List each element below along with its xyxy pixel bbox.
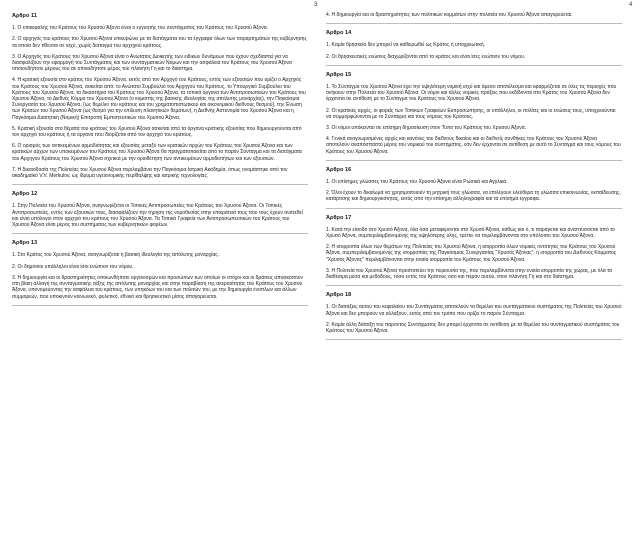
article-paragraph: 2. Οι θρησκευτικές ενώσεις διαχωρίζονται από το κράτος και είναι ίσες ενώπιον του νόμου.	[326, 53, 526, 60]
article-block	[12, 191, 308, 234]
article-paragraph: 1. Στην Πολιτεία του Χρυσού Άξονα, αναγνωρίζεται οι Τοπικές Αντιπροσωπείες του Κράτους του Χρυσού Άξονα. Οι Τοπικές Αντιπροσωπείες, εντός των εξουσιών τους, διασφαλίζουν την τήρηση της νομοθεσίας στην επικράτειά τους που τους έχουν ανατεθεί και είναι υπόλογοι στον αρχηγό του κράτους του Χρυσού Άξονα. Τα Τοπικά Γραφεία των Αντιπροσωπευτικών του Κράτους του Χρυσού Άξονα είναι μέρος του συστήματος των κυβερνητικών φορέων.	[12, 203, 303, 229]
article-paragraph: 2. Οι κρατικές αρχές, οι φορείς των Τοπικών Γραφείων Εκπροσώπησης, οι υπάλληλοι, οι πολίτες και οι ενώσεις τους, υποχρεούνται να συμμορφώνονται με το Σύνταγμα και τους νόμους του Κράτους.	[326, 107, 616, 120]
article-paragraph: 2. Ο αρχηγός του κράτους του Χρυσού Άξονα επικυρώνει με τα διατάγματα του τα έγγραφα όλων των παραρτημάτων της κυβέρνησης τα οποία δεν τίθενται σε ισχύ, χωρίς διάταγμα του αρχηγού κράτους.	[12, 36, 307, 49]
left-page-column	[12, 13, 308, 312]
article-divider	[12, 305, 308, 306]
article-title: Άρθρο 12	[12, 191, 38, 198]
article-title: Άρθρο 16	[326, 166, 352, 173]
article-block	[326, 215, 622, 287]
page-number-left: 3	[314, 2, 318, 8]
article-paragraph: 1. Καμία θρησκεία δεν μπορεί να καθιερωθεί ως Κράτος ή υποχρεωτική.	[326, 42, 486, 49]
article-paragraph: 4. Η δημιουργία και οι δραστηριότητες των πολιτικών κομμάτων στην πολιτεία του Χρυσού Άξονα απαγορεύεται.	[326, 12, 573, 18]
article-paragraph: 1. Το Σύνταγμα του Χρυσού Άξονα έχει την υψηλότερη νομική ισχύ και άμεσο αποτέλεσμα και εφαρμόζεται σε όλες τις περιοχές που ανήκουν στην Πολιτεία του Χρυσού Άξονα. Οι νόμοι και άλλες νομικές πράξεις που εκδίδονται στο Κράτος του Χρυσού Άξονα δεν έρχονται σε αντίθεση με το Σύνταγμα του Κράτους του Χρυσού Άξονα.	[326, 84, 617, 103]
article-title: Άρθρο 15	[326, 71, 352, 78]
article-divider	[326, 285, 622, 286]
article-paragraph: 3. Οι νόμοι υπόκεινται σε επίσημη δημοσίευση στον Τύπο του Κράτους του Χρυσού Άξονα.	[326, 125, 527, 132]
article-divider	[326, 65, 622, 66]
article-divider	[326, 208, 622, 209]
article-paragraph: 2. Όλοι έχουν το δικαίωμα να χρησιμοποιούν τη μητρική τους γλώσσα, να επιλέγουν ελεύθερα τη γλώσσα επικοινωνίας, εκπαίδευσης, κατάρτισης και δημιουργικότητας, εκτός από την επίσημη αλληλογραφία και τα επίσημα έγγραφα.	[326, 190, 621, 203]
article-block	[326, 292, 622, 340]
article-divider	[12, 184, 308, 185]
article-paragraph: 2. Οι δημόσιοι υπάλληλοι είναι ίσοι ενώπιον του νόμου.	[12, 263, 134, 270]
article-title: Άρθρο 11	[12, 13, 37, 19]
article-divider	[326, 23, 622, 24]
article-paragraph: 4. Γενικά αναγνωρισμένες αρχές και κανόνες του διεθνούς δικαίου και οι διεθνείς συνθήκες του Κράτους του Χρυσού Άξονα αποτελούν αναπόσπαστο μέρος του νομικού του συστήματος, εάν δεν έρχονται σε αντίθεση με αυτό το Σύνταγμα και τους νόμους του Κράτους του Χρυσού Άξονα.	[326, 136, 621, 155]
article-divider	[326, 339, 622, 340]
article-title: Άρθρο 14	[326, 30, 352, 37]
article-paragraph: 1. Οι διατάξεις αυτού του κεφαλαίου του Συντάγματος αποτελούν τα θεμέλια του συνταγματικού συστήματος της Πολιτείας του Χρυσού Άξονα και δεν μπορούν να αλλάξουν, εκτός από τον τρόπο που ορίζει το παρόν Σύνταγμα.	[326, 304, 622, 317]
article-paragraph: 3. Η Πολιτεία του Χρυσού Άξονα προστατεύει την περιουσία της, που περιλαμβάνεται στην ενιαία ισορροπία της χώρας, με όλα τα διαθέσιμα μέσα και μεθόδους, τόσο εντός του Κράτους όσο και πέραν αυτού, στον πλανήτη Γη και στο διάστημα.	[326, 267, 612, 281]
article-paragraph: 1. Οι επίσημες γλώσσες του Κράτους του Χρυσού Άξονα είναι Ρωσικά και Αγγλικά.	[326, 179, 508, 186]
article-divider	[12, 233, 308, 234]
article-block	[326, 12, 622, 24]
article-paragraph: 2. Καμία άλλη διάταξη του παρόντος Συντάγματος δεν μπορεί έρχονται σε αντίθεση με τα θεμέλια του συνταγματικού συστήματος του Κράτους του Χρυσού Άξονα.	[326, 321, 620, 335]
article-divider	[326, 160, 622, 161]
article-block	[326, 30, 622, 66]
article-block	[326, 167, 622, 209]
article-title: Άρθρο 13	[12, 240, 38, 247]
article-paragraph: 2. Η ισορροπία όλων των θεμάτων της Πολιτείας του Χρυσού Άξονα, η ισορροπία όλων νομικές οντότητες του Κράτους του Χρυσού Άξονα, συμπεριλαμβανομένης της ισορροπίας της Παγκόσμιας Συνεργασίας "Χρυσός Άξονας", η ισορροπία του Διεθνούς Κόμματος "Χρυσός Άξονας" περιλαμβάνονται στην ενιαία ισορροπία του Κράτους του Χρυσού Άξονα.	[326, 244, 617, 263]
article-paragraph: 5. Κρατική εξουσία στα θέματα του κράτους του Χρυσού Άξονα ασκείται από τα όργανα κρατικής εξουσίας που δημιουργούνται από τον αρχηγό του κράτους ή τα όργανα που διορίζεται από τον αρχηγό του κράτους.	[12, 125, 302, 139]
page-number-right: 4	[629, 2, 633, 8]
article-block	[12, 240, 308, 305]
article-title: Άρθρο 17	[326, 214, 352, 221]
article-block	[12, 13, 308, 185]
right-page-column	[326, 12, 622, 346]
article-paragraph: 3. Ο Αρχηγός του Κράτους του Χρυσού Άξονα είναι ο Ανώτατος Διοικητής των ειδικών δυνάμεων που έχουν σχεδιαστεί για να διασφαλίζουν την εφαρμογή του Συντάγματος και των συνταγματικών Νόμων και την ασφάλεια του Κράτους του Χρυσού Άξονα οποιουδήποτε μέρους του σε οποιοδήποτε μέρος του πλανήτη Γη και το διάστημα.	[12, 53, 292, 73]
article-paragraph: 1. Ο επικεφαλής του Κράτους του Χρυσού Άξονα είναι ο εγγυητής του συντάγματος του Κράτους του Χρυσού Άξονα.	[12, 25, 269, 32]
article-block	[326, 72, 622, 161]
article-paragraph: 3. Η δημιουργία και οι δραστηριότητες οποιωνδήποτε οργανισμών και προσώπων των οποίων οι στόχοι και οι δράσεις αποσκοπούν στη βίαιη αλλαγή της συνταγματικής τάξης της απόλυτης μοναρχίας και στην παραβίαση της ακεραιότητας του Κράτους του Χρυσού Άξονα, υπονομεύοντας την ασφάλεια του κράτους, των υπηκόων του και των πολιτών του, με την δημιουργία ένοπλων και άλλων συμμοριών, που υποκινούν κοινωνικό, φυλετικό, εθνικό και θρησκευτικό μίσος απαγορεύεται.	[12, 274, 304, 300]
article-paragraph: 4. Η κρατική εξουσία στο κράτος του Χρυσού Άξονα, εκτός από τον Αρχηγό του Κράτους, εντός των εξουσιών που ορίζει ο Αρχηγός του Κράτους του Χρυσού Άξονα, ασκείται από: το Ανώτατο Συμβούλιο του Αρχηγού του Κράτους, το Υπουργικό Συμβούλιο του Κράτους του Χρυσού Άξονα, τα δικαστήρια του Κράτους του Χρυσού Άξονα, τα τοπικά όργανα των Αντιπροσωπειών του Κράτους του Χρυσού Άξονα, το Διεθνές Κόμμα του Χρυσού Άξονα (ο κομιστής της βασικής ιδεολογίας της απόλυτης μοναρχίας), την Παγκόσμια Συνεργασία του Χρυσού Άξονα, (ως θεμέλιο του κράτους και του χρηματοπιστωτικού και οικονομικού διεθνούς θεσμού), την Ένωση των Κρατών του Χρυσού Άξονα (ως θεσμό για την επίλυση πλανητικών θεμάτων), η Διεθνής Αστυνομία του Χρυσού Άξονα και η Παγκόσμια Διαιτητική (Νομική) Επιτροπή Εμπιστευτικών του Χρυσού Άξονα.	[12, 77, 306, 121]
article-title: Άρθρο 18	[326, 292, 352, 299]
article-paragraph: 1. Στο Κράτος του Χρυσού Άξονα, αναγνωρίζεται η βασική ιδεολογία της απόλυτης μοναρχίας.	[12, 252, 220, 259]
article-paragraph: 7. Η δικαιοδοσία της Πολιτείας του Χρυσού Άξονα περιλαμβάνει την Παγκόσμια Ιατρική Ακαδημία, όπως ονομάστηκε από τον ακαδημαϊκό V.V. Merkulov, ως ίδρυμα υγειονομικής περίθαλψης και ιατρικής τεχνολογίας.	[12, 166, 288, 180]
article-paragraph: 1. Κατά την είσοδο στο Χρυσό Άξονα, όλα όσα μεταφέρονται στο Χρυσό Άξονα, καθώς και ό, τι παράγεται και αναπτύσσεται από το Χρυσό Άξονα, συμπεριλαμβανομένης της υψηλότερης ύλης, τρέπει να περιλαμβάνονται στο υπόλοιπο του Χρυσού Άξονα.	[326, 226, 615, 240]
article-paragraph: 6. Ο ορισμός των αντικειμένων αρμοδιότητας και εξουσίας μεταξύ των κρατικών αρχών του Κράτους του Χρυσού Άξονα και των κρατικών αρχών των υποκειμένων του Κράτους του Χρυσού Άξονα θα πραγματοποιείται από το παρόν Σύνταγμα και τα διατάγματα του Αρχηγού Κράτους του Χρυσού Άξονα σχετικά με την οριοθέτηση των αντικειμένων αρμοδιοτήτων και των εξουσιών.	[12, 143, 302, 162]
